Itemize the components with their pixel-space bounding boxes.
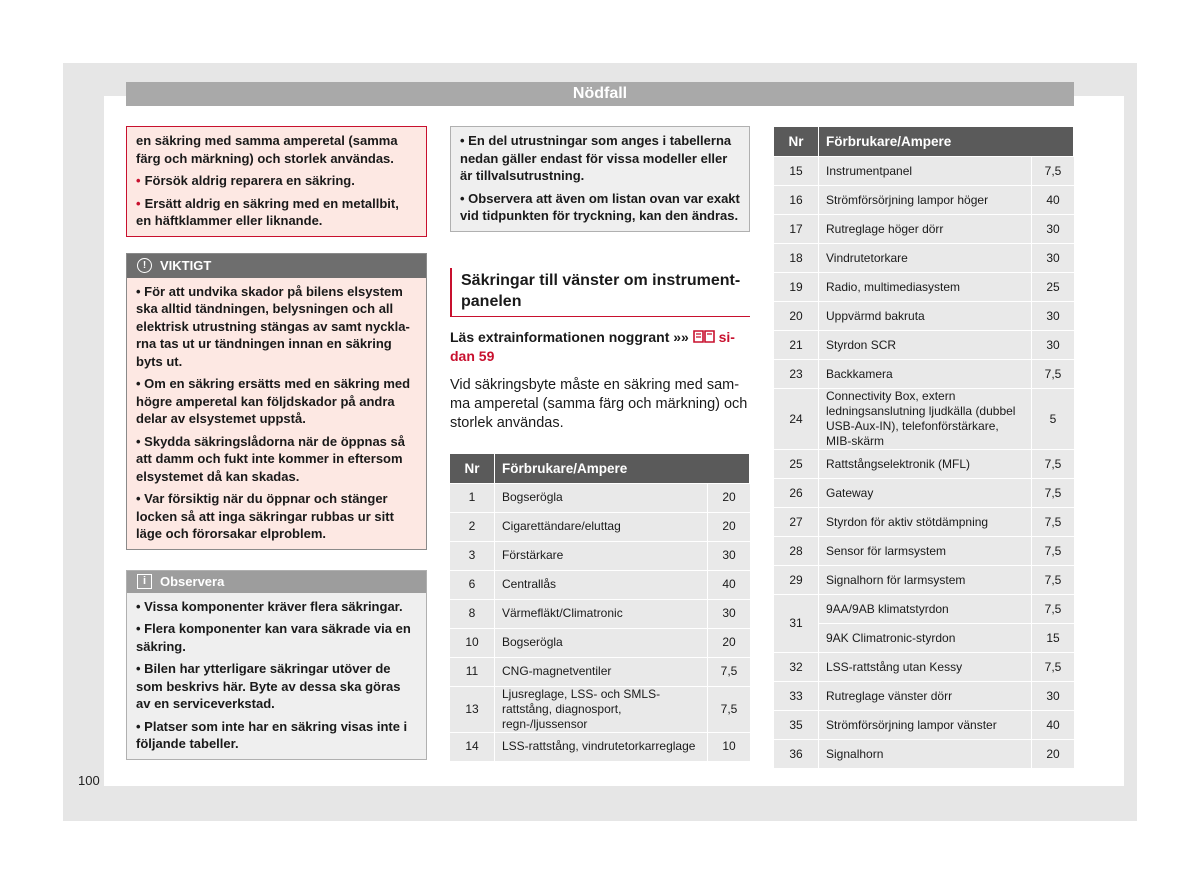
caution-text: en säkring med samma amperetal (samma färg och märkning) och storlek användas. bbox=[136, 133, 398, 166]
fuse-ampere: 7,5 bbox=[1032, 537, 1074, 565]
warning-item: • Skydda säkringslådorna när de öppnas så att damm och fukt inte kommer in eftersom elsystemet då kan skadas. bbox=[136, 433, 405, 484]
fuse-ampere: 7,5 bbox=[1032, 157, 1074, 185]
page-number: 100 bbox=[78, 773, 100, 788]
book-reference-icon[interactable] bbox=[693, 329, 719, 345]
column-header-consumer: Förbrukare/Ampere bbox=[495, 454, 750, 483]
note-item: • Platser som inte har en säkring visas inte i följande tabeller. bbox=[136, 718, 408, 751]
fuse-ampere: 25 bbox=[1032, 273, 1074, 301]
read-more-reference: Läs extrainformationen noggrant »» sidan 59 bbox=[450, 328, 735, 364]
fuse-ampere: 7,5 bbox=[1032, 653, 1074, 681]
fuse-ampere: 30 bbox=[1032, 302, 1074, 330]
fuse-number: 36 bbox=[774, 740, 819, 768]
fuse-ampere: 30 bbox=[1032, 215, 1074, 243]
fuse-consumer: Styrdon för aktiv stötdämpning bbox=[819, 508, 1032, 536]
fuse-consumer: Signalhorn för larmsystem bbox=[819, 566, 1032, 594]
fuse-consumer: Sensor för larmsystem bbox=[819, 537, 1032, 565]
table-row bbox=[450, 733, 750, 761]
note-item: • Vissa komponenter kräver flera säkringar. bbox=[136, 598, 403, 614]
table-row bbox=[774, 215, 1074, 243]
warning-box bbox=[126, 253, 427, 550]
fuse-number: 8 bbox=[450, 600, 495, 628]
table-row bbox=[774, 450, 1074, 478]
fuse-consumer: Uppvärmd bakruta bbox=[819, 302, 1032, 330]
fuse-ampere: 20 bbox=[708, 484, 750, 512]
fuse-consumer: Bogserögla bbox=[495, 484, 708, 512]
fuse-consumer: LSS-rattstång utan Kessy bbox=[819, 653, 1032, 681]
fuse-consumer: Connectivity Box, extern ledningsanslutning ljudkälla (dubbel USB-Aux-IN), telefonförstärkare, MIB-skärm bbox=[819, 389, 1032, 449]
fuse-number: 29 bbox=[774, 566, 819, 594]
fuse-number: 1 bbox=[450, 484, 495, 512]
fuse-number: 23 bbox=[774, 360, 819, 388]
fuse-number: 35 bbox=[774, 711, 819, 739]
caution-bullet: • Försök aldrig reparera en säkring. bbox=[136, 173, 355, 188]
table-row bbox=[774, 624, 1074, 652]
fuse-consumer: 9AA/9AB klimatstyrdon bbox=[819, 595, 1032, 623]
fuse-number: 13 bbox=[450, 687, 495, 732]
fuse-ampere: 5 bbox=[1032, 389, 1074, 449]
table-row bbox=[450, 542, 750, 570]
body-paragraph: Vid säkringsbyte måste en säkring med samma amperetal (samma färg och märkning) och storlek användas. bbox=[450, 376, 748, 431]
fuse-consumer: Förstärkare bbox=[495, 542, 708, 570]
fuse-number: 33 bbox=[774, 682, 819, 710]
table-row bbox=[450, 513, 750, 541]
caution-bullet: • Ersätt aldrig en säkring med en metallbit, en häftklammer eller liknande. bbox=[136, 195, 399, 228]
fuse-consumer: Styrdon SCR bbox=[819, 331, 1032, 359]
fuse-consumer: Strömförsörjning lampor höger bbox=[819, 186, 1032, 214]
fuse-ampere: 30 bbox=[1032, 244, 1074, 272]
table-row bbox=[774, 479, 1074, 507]
fuse-consumer: 9AK Climatronic-styrdon bbox=[819, 624, 1032, 652]
fuse-ampere: 15 bbox=[1032, 624, 1074, 652]
column-header-nr: Nr bbox=[774, 127, 819, 156]
table-row bbox=[774, 711, 1074, 739]
fuse-consumer: Cigarettändare/eluttag bbox=[495, 513, 708, 541]
fuse-ampere: 7,5 bbox=[1032, 479, 1074, 507]
table-row bbox=[774, 186, 1074, 214]
warning-body bbox=[127, 278, 426, 549]
table-row bbox=[774, 595, 1074, 623]
middle-column bbox=[450, 126, 750, 762]
fuse-ampere: 30 bbox=[1032, 682, 1074, 710]
column-header-consumer: Förbrukare/Ampere bbox=[819, 127, 1074, 156]
warning-item: • För att undvika skador på bilens elsystem ska alltid tändningen, belysningen och all elektrisk utrustning stängas av samt nycklarna tas ut ur tändningen innan en säkring byts ut. bbox=[136, 283, 410, 369]
fuse-ampere: 7,5 bbox=[1032, 566, 1074, 594]
fuse-number: 6 bbox=[450, 571, 495, 599]
table-row bbox=[774, 157, 1074, 185]
table-row bbox=[774, 682, 1074, 710]
table-row bbox=[774, 389, 1074, 449]
fuse-number: 21 bbox=[774, 331, 819, 359]
left-column bbox=[126, 126, 427, 760]
fuse-consumer: Gateway bbox=[819, 479, 1032, 507]
fuse-consumer: Instrumentpanel bbox=[819, 157, 1032, 185]
fuse-ampere: 40 bbox=[708, 571, 750, 599]
table-row bbox=[774, 566, 1074, 594]
equipment-note-item: • Observera att även om listan ovan var exakt vid tidpunkten för tryckning, kan den ändras. bbox=[460, 190, 740, 223]
fuse-ampere: 40 bbox=[1032, 186, 1074, 214]
fuse-ampere: 20 bbox=[708, 629, 750, 657]
table-row bbox=[450, 629, 750, 657]
fuse-consumer: Ljusreglage, LSS- och SMLS-rattstång, diagnosport, regn-/ljussensor bbox=[495, 687, 708, 732]
table-row bbox=[450, 658, 750, 686]
fuse-consumer: Centrallås bbox=[495, 571, 708, 599]
fuse-ampere: 7,5 bbox=[1032, 595, 1074, 623]
table-row bbox=[774, 653, 1074, 681]
fuse-consumer: Rattstångselektronik (MFL) bbox=[819, 450, 1032, 478]
table-row bbox=[774, 360, 1074, 388]
fuse-ampere: 20 bbox=[708, 513, 750, 541]
chapter-header: Nödfall bbox=[126, 82, 1074, 106]
fuse-number: 15 bbox=[774, 157, 819, 185]
fuse-ampere: 30 bbox=[1032, 331, 1074, 359]
note-item: • Bilen har ytterligare säkringar utöver de som beskrivs här. Byte av dessa ska göras av en serviceverkstad. bbox=[136, 661, 401, 711]
right-column bbox=[774, 126, 1074, 769]
fuse-consumer: Bogserögla bbox=[495, 629, 708, 657]
fuse-consumer: Vindrutetorkare bbox=[819, 244, 1032, 272]
warning-item: • Var försiktig när du öppnar och stänger locken så att inga säkringar rubbas ur sitt läge och förorsakar elproblem. bbox=[136, 491, 394, 541]
fuse-ampere: 7,5 bbox=[1032, 508, 1074, 536]
info-square-icon: i bbox=[137, 574, 152, 589]
fuse-ampere: 7,5 bbox=[1032, 450, 1074, 478]
fuse-number: 31 bbox=[774, 595, 819, 652]
table-row bbox=[774, 740, 1074, 768]
table-row bbox=[774, 273, 1074, 301]
fuse-ampere: 10 bbox=[708, 733, 750, 761]
fuse-number: 14 bbox=[450, 733, 495, 761]
fuse-consumer: Radio, multimediasystem bbox=[819, 273, 1032, 301]
fuse-number: 18 bbox=[774, 244, 819, 272]
fuse-number: 19 bbox=[774, 273, 819, 301]
note-box bbox=[126, 570, 427, 760]
page-reference-link[interactable]: sidan 59 bbox=[450, 328, 735, 364]
warning-item: • Om en säkring ersätts med en säkring med högre amperetal kan följdskador på andra delar av elsystemet uppstå. bbox=[136, 376, 411, 426]
equipment-note-item: • En del utrustningar som anges i tabellerna nedan gäller endast för vissa modeller eller är tillvalsutrustning. bbox=[460, 133, 732, 183]
fuse-ampere: 40 bbox=[1032, 711, 1074, 739]
fuse-ampere: 7,5 bbox=[708, 658, 750, 686]
fuse-number: 2 bbox=[450, 513, 495, 541]
table-row bbox=[450, 600, 750, 628]
fuse-ampere: 7,5 bbox=[708, 687, 750, 732]
fuse-number: 32 bbox=[774, 653, 819, 681]
note-body bbox=[127, 593, 426, 759]
fuse-ampere: 7,5 bbox=[1032, 360, 1074, 388]
table-row bbox=[774, 537, 1074, 565]
fuse-consumer: Signalhorn bbox=[819, 740, 1032, 768]
table-row bbox=[774, 244, 1074, 272]
table-row bbox=[450, 571, 750, 599]
table-row bbox=[774, 508, 1074, 536]
fuse-number: 20 bbox=[774, 302, 819, 330]
equipment-note-box bbox=[450, 126, 750, 232]
fuse-consumer: LSS-rattstång, vindrutetorkarreglage bbox=[495, 733, 708, 761]
fuse-table-right bbox=[774, 126, 1074, 769]
fuse-consumer: Värmefläkt/Climatronic bbox=[495, 600, 708, 628]
fuse-ampere: 20 bbox=[1032, 740, 1074, 768]
warning-title: VIKTIGT bbox=[160, 257, 212, 273]
table-row bbox=[774, 331, 1074, 359]
fuse-number: 25 bbox=[774, 450, 819, 478]
fuse-consumer: Backkamera bbox=[819, 360, 1032, 388]
caution-continuation-box bbox=[126, 126, 427, 237]
fuse-number: 11 bbox=[450, 658, 495, 686]
fuse-consumer: CNG-magnetventiler bbox=[495, 658, 708, 686]
fuse-ampere: 30 bbox=[708, 600, 750, 628]
fuse-number: 17 bbox=[774, 215, 819, 243]
fuse-ampere: 30 bbox=[708, 542, 750, 570]
fuse-table-left bbox=[450, 453, 750, 762]
note-header bbox=[127, 571, 426, 593]
fuse-number: 28 bbox=[774, 537, 819, 565]
table-row bbox=[450, 687, 750, 732]
fuse-number: 26 bbox=[774, 479, 819, 507]
column-header-nr: Nr bbox=[450, 454, 495, 483]
bullet-icon: • bbox=[136, 173, 141, 188]
fuse-number: 16 bbox=[774, 186, 819, 214]
section-title: Säkringar till vänster om instrumentpanelen bbox=[450, 268, 750, 317]
fuse-number: 27 bbox=[774, 508, 819, 536]
fuse-number: 3 bbox=[450, 542, 495, 570]
bullet-icon: • bbox=[136, 195, 141, 211]
fuse-number: 24 bbox=[774, 389, 819, 449]
fuse-number: 10 bbox=[450, 629, 495, 657]
fuse-consumer: Strömförsörjning lampor vänster bbox=[819, 711, 1032, 739]
note-item: • Flera komponenter kan vara säkrade via en säkring. bbox=[136, 621, 411, 654]
fuse-consumer: Rutreglage vänster dörr bbox=[819, 682, 1032, 710]
table-row bbox=[774, 302, 1074, 330]
fuse-consumer: Rutreglage höger dörr bbox=[819, 215, 1032, 243]
note-title: Observera bbox=[160, 573, 225, 589]
exclamation-circle-icon: ! bbox=[137, 258, 152, 273]
warning-header bbox=[127, 254, 426, 278]
table-row bbox=[450, 484, 750, 512]
